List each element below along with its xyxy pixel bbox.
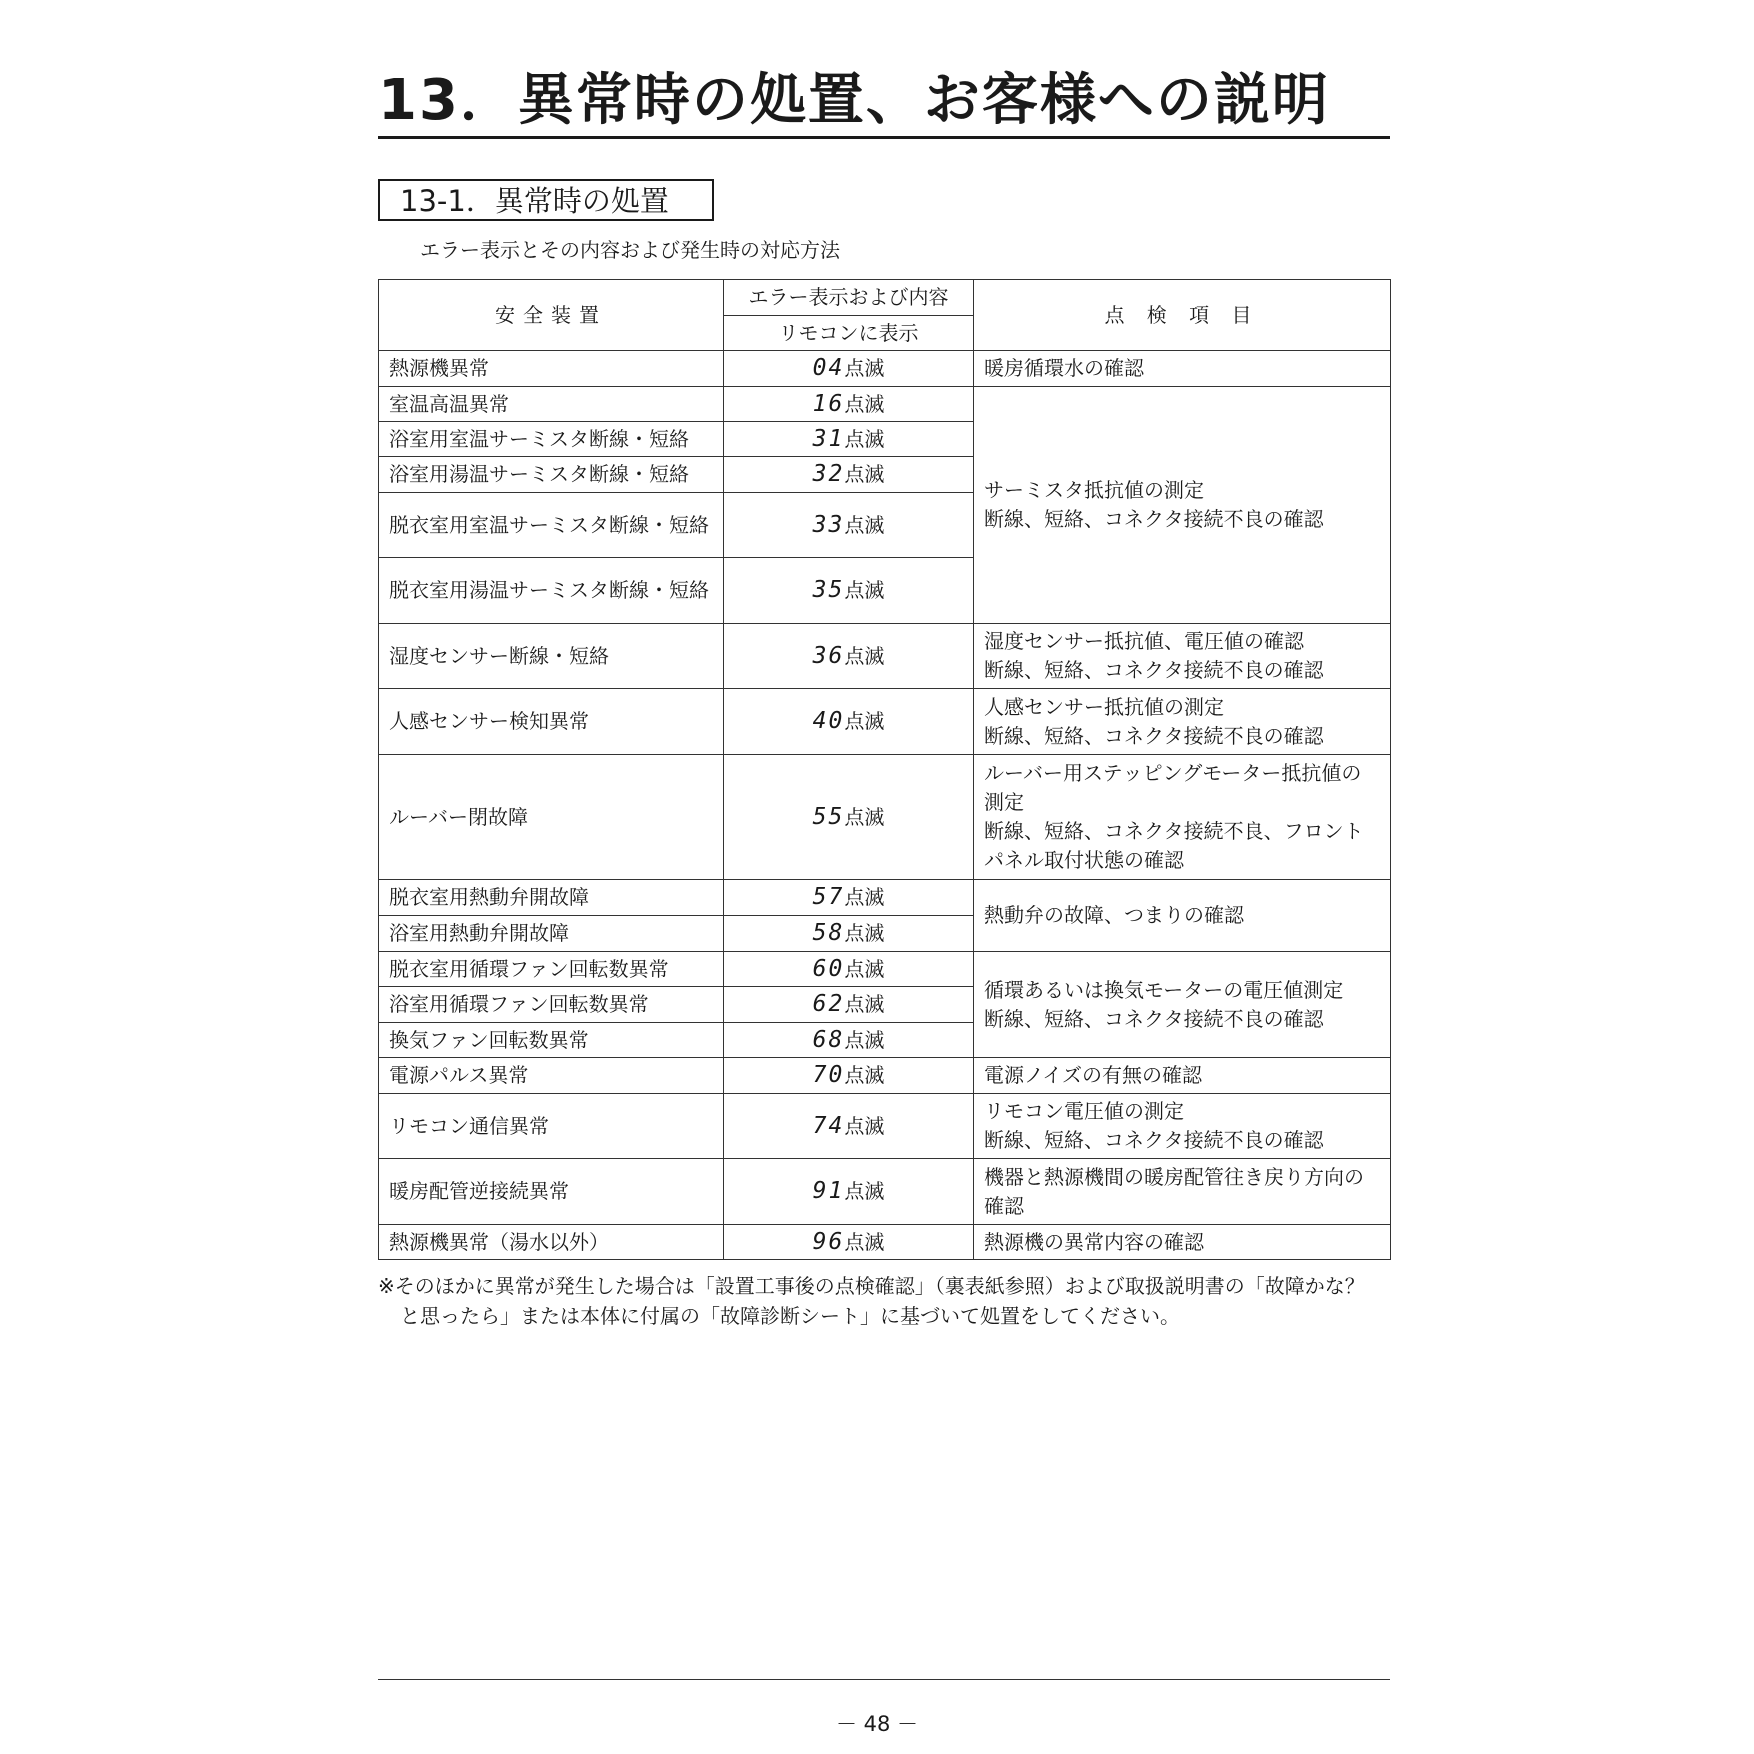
table-row <box>379 689 1391 755</box>
device-name: 脱衣室用湯温サーミスタ断線・短絡 <box>379 558 724 624</box>
blink-label: 点滅 <box>844 709 885 733</box>
device-name: 脱衣室用循環ファン回転数異常 <box>379 952 724 987</box>
device-name: 室温高温異常 <box>379 387 724 422</box>
error-code: 62 <box>812 991 845 1017</box>
device-name: 熱源機異常 <box>379 351 724 387</box>
error-code-cell <box>724 422 974 457</box>
footnote-line-1: ※そのほかに異常が発生した場合は「設置工事後の点検確認」（裏表紙参照）および取扱説明書の「故障かな？ <box>378 1274 1365 1298</box>
table-row <box>379 1094 1391 1159</box>
device-name: 換気ファン回転数異常 <box>379 1023 724 1058</box>
error-code-cell <box>724 689 974 755</box>
error-code: 68 <box>812 1026 845 1053</box>
table-row <box>379 1159 1391 1225</box>
device-name: リモコン通信異常 <box>379 1094 724 1159</box>
blink-label: 点滅 <box>844 1229 885 1254</box>
check-item: 熱源機の異常内容の確認 <box>974 1225 1391 1260</box>
error-code: 35 <box>812 577 845 603</box>
section-heading-box <box>378 179 714 221</box>
error-code: 60 <box>812 955 845 982</box>
table-row <box>379 1225 1391 1260</box>
device-name: 浴室用湯温サーミスタ断線・短絡 <box>379 457 724 493</box>
error-code: 74 <box>812 1112 845 1139</box>
error-code: 57 <box>812 884 845 910</box>
table-row <box>379 755 1391 880</box>
error-code: 31 <box>812 425 845 452</box>
error-code-cell <box>724 624 974 689</box>
error-code-cell <box>724 880 974 916</box>
blink-label: 点滅 <box>844 1113 885 1138</box>
header-device: 安全装置 <box>379 280 724 351</box>
device-name: 脱衣室用室温サーミスタ断線・短絡 <box>379 493 724 558</box>
error-code-cell <box>724 387 974 422</box>
blink-label: 点滅 <box>844 512 885 537</box>
error-code-table <box>378 279 1391 1260</box>
error-code: 36 <box>812 642 845 669</box>
device-name: 電源パルス異常 <box>379 1058 724 1094</box>
error-code: 55 <box>812 803 845 830</box>
check-item: 暖房循環水の確認 <box>974 351 1391 387</box>
header-remote-display: リモコンに表示 <box>724 316 974 351</box>
error-code-cell <box>724 952 974 987</box>
section-title: 13-1．異常時の処置 <box>400 184 669 218</box>
error-code-cell <box>724 457 974 493</box>
blink-label: 点滅 <box>844 1063 885 1087</box>
error-code-cell <box>724 1094 974 1159</box>
error-code: 58 <box>812 920 845 946</box>
device-name: 暖房配管逆接続異常 <box>379 1159 724 1225</box>
blink-label: 点滅 <box>844 426 885 451</box>
footnote-line-2: と思ったら」または本体に付属の「故障診断シート」に基づいて処置をしてください。 <box>400 1304 1180 1328</box>
error-code-cell <box>724 493 974 558</box>
device-name: 脱衣室用熱動弁開故障 <box>379 880 724 916</box>
table-row <box>379 1058 1391 1094</box>
table-row <box>379 624 1391 689</box>
intro-text: エラー表示とその内容および発生時の対応方法 <box>420 238 840 262</box>
error-code: 91 <box>812 1178 845 1204</box>
error-code: 04 <box>812 355 845 381</box>
error-code-cell <box>724 916 974 952</box>
blink-label: 点滅 <box>844 643 885 668</box>
check-item: 湿度センサー抵抗値、電圧値の確認 断線、短絡、コネクタ接続不良の確認 <box>974 624 1391 689</box>
device-name: ルーバー閉故障 <box>379 755 724 880</box>
error-code-cell <box>724 351 974 387</box>
error-code: 70 <box>812 1062 845 1088</box>
device-name: 浴室用室温サーミスタ断線・短絡 <box>379 422 724 457</box>
error-code: 32 <box>812 461 845 487</box>
check-item: リモコン電圧値の測定 断線、短絡、コネクタ接続不良の確認 <box>974 1094 1391 1159</box>
device-name: 浴室用熱動弁開故障 <box>379 916 724 952</box>
blink-label: 点滅 <box>844 921 885 945</box>
table-row <box>379 351 1391 387</box>
error-code-cell <box>724 1023 974 1058</box>
error-code-cell <box>724 1058 974 1094</box>
check-item: 機器と熱源機間の暖房配管往き戻り方向の確認 <box>974 1159 1391 1225</box>
blink-label: 点滅 <box>844 1027 885 1052</box>
error-code-cell <box>724 1159 974 1225</box>
device-name: 人感センサー検知異常 <box>379 689 724 755</box>
table-row <box>379 387 1391 422</box>
blink-label: 点滅 <box>844 391 885 416</box>
chapter-title: 13．異常時の処置、お客様への説明 <box>378 68 1330 133</box>
blink-label: 点滅 <box>844 885 885 909</box>
blink-label: 点滅 <box>844 356 885 380</box>
check-item: ルーバー用ステッピングモーター抵抗値の測定 断線、短絡、コネクタ接続不良、フロントパネル取付状態の確認 <box>974 755 1391 880</box>
check-item: 電源ノイズの有無の確認 <box>974 1058 1391 1094</box>
error-code: 40 <box>812 708 845 734</box>
check-item-thermistor: サーミスタ抵抗値の測定 断線、短絡、コネクタ接続不良の確認 <box>974 387 1391 624</box>
error-code: 16 <box>812 390 845 417</box>
header-error-display: エラー表示および内容 <box>724 280 974 316</box>
blink-label: 点滅 <box>844 1179 885 1203</box>
error-code-cell <box>724 987 974 1023</box>
page-number: － 48 － <box>835 1712 919 1736</box>
error-code: 33 <box>812 511 845 538</box>
blink-label: 点滅 <box>844 956 885 981</box>
footnote <box>378 1271 1398 1331</box>
error-code-cell <box>724 1225 974 1260</box>
blink-label: 点滅 <box>844 462 885 486</box>
chapter-title-underline <box>378 136 1390 139</box>
blink-label: 点滅 <box>844 578 885 602</box>
table-row <box>379 880 1391 916</box>
device-name: 湿度センサー断線・短絡 <box>379 624 724 689</box>
footer-divider <box>378 1679 1390 1680</box>
error-code-cell <box>724 755 974 880</box>
check-item-fan: 循環あるいは換気モーターの電圧値測定 断線、短絡、コネクタ接続不良の確認 <box>974 952 1391 1058</box>
table-row <box>379 952 1391 987</box>
header-check: 点 検 項 目 <box>974 280 1391 351</box>
error-code: 96 <box>812 1228 845 1255</box>
check-item: 人感センサー抵抗値の測定 断線、短絡、コネクタ接続不良の確認 <box>974 689 1391 755</box>
blink-label: 点滅 <box>844 992 885 1016</box>
device-name: 熱源機異常（湯水以外） <box>379 1225 724 1260</box>
check-item-valve: 熱動弁の故障、つまりの確認 <box>974 880 1391 952</box>
error-code-cell <box>724 558 974 624</box>
device-name: 浴室用循環ファン回転数異常 <box>379 987 724 1023</box>
blink-label: 点滅 <box>844 804 885 829</box>
